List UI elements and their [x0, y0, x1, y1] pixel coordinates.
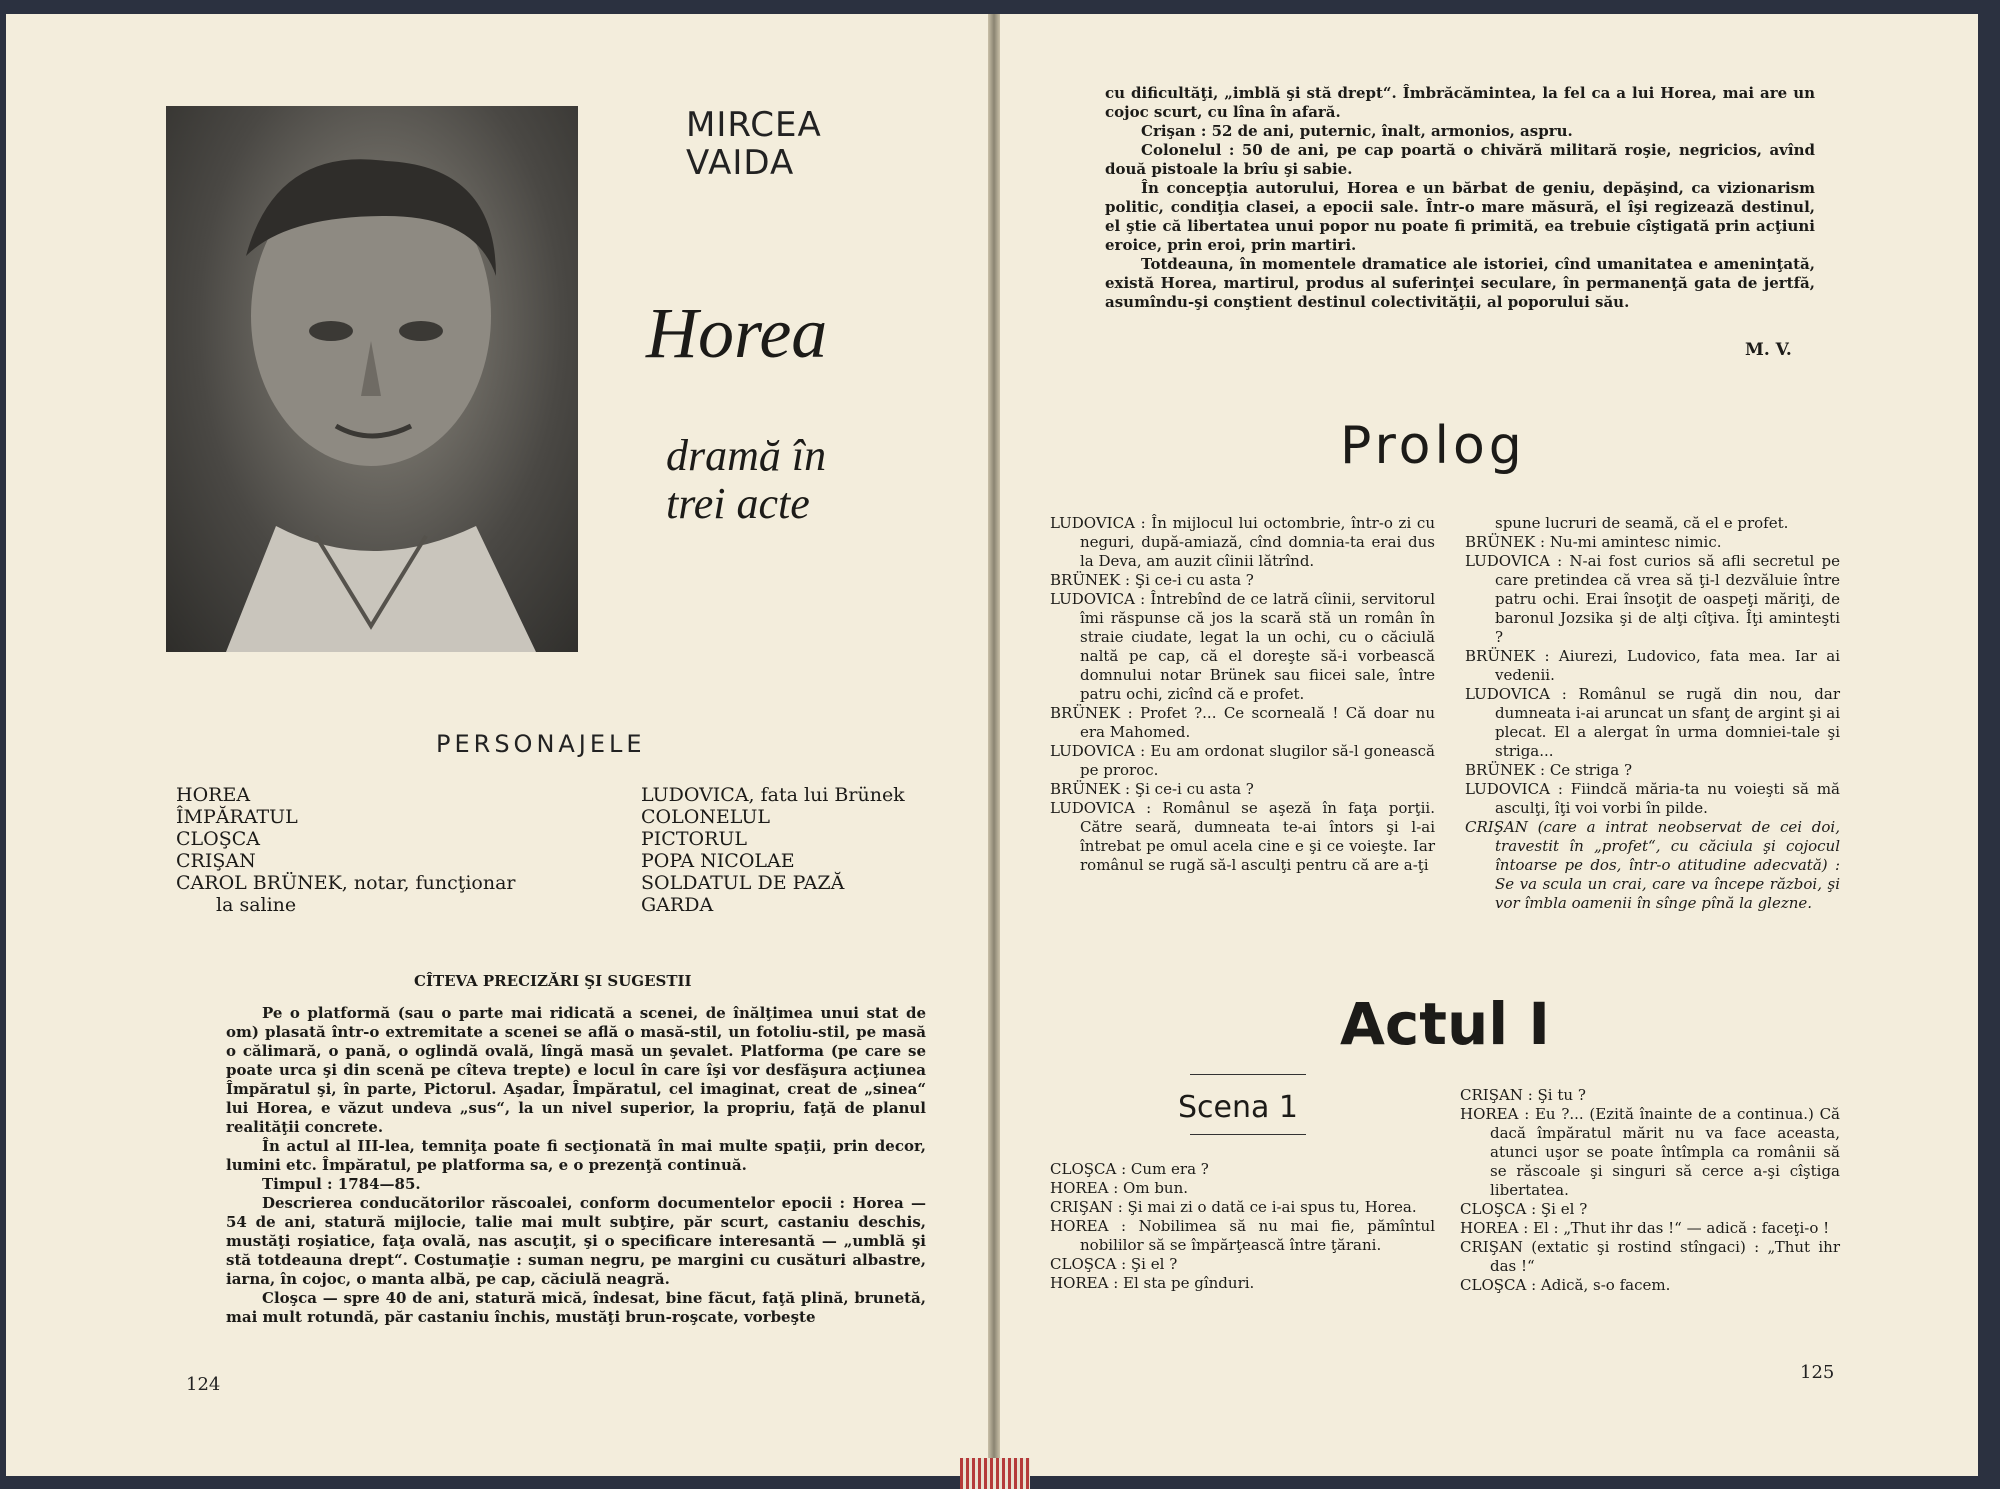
- scene-rule-top: [1190, 1074, 1306, 1075]
- dialogue-line: CRIŞAN : Şi mai zi o dată ce i-ai spus tu, Horea.: [1050, 1198, 1417, 1216]
- left-page: [6, 14, 988, 1476]
- intro-paragraph: Crişan : 52 de ani, puternic, înalt, armonios, aspru.: [1141, 122, 1573, 140]
- intro-paragraph: Colonelul : 50 de ani, pe cap poartă o chivără militară roşie, negricios, avînd două pistoale la brîu şi sabie.: [1105, 141, 1815, 178]
- dialogue-line: HOREA : Eu ?... (Ezită înainte de a continua.) Că dacă împăratul mărit nu va face aceasta, atunci uşor se poate întîmpla ca românii să se răscoale şi singuri să cerce a-şi cîştiga libertatea.: [1460, 1105, 1840, 1199]
- dialogue-line: LUDOVICA : Eu am ordonat slugilor să-l gonească pe proroc.: [1050, 742, 1435, 779]
- dialogue-line: CLOŞCA : Şi el ?: [1460, 1200, 1588, 1218]
- notes-heading: CÎTEVA PRECIZĂRI ŞI SUGESTII: [414, 972, 692, 990]
- book-gutter: [988, 14, 1000, 1476]
- bookmark-ribbon: [960, 1458, 1030, 1489]
- dialogue-line: BRÜNEK : Nu-mi amintesc nimic.: [1465, 533, 1722, 551]
- dialogue-line: CLOŞCA : Adică, s-o facem.: [1460, 1276, 1671, 1294]
- play-subtitle: dramă în trei acte: [666, 431, 827, 528]
- dialogue-line: CLOŞCA : Şi el ?: [1050, 1255, 1178, 1273]
- notes-paragraph: Cloşca — spre 40 de ani, statură mică, îndesat, bine făcut, faţă plină, brunetă, mai mult rotundă, păr castaniu închis, mustăţi brun-roşcate, vorbeşte: [226, 1289, 926, 1326]
- dialogue-line: LUDOVICA : Fiindcă măria-ta nu voieşti să mă asculţi, îţi voi vorbi în pilde.: [1465, 780, 1840, 817]
- author-signature: M. V.: [1745, 340, 1792, 360]
- author-portrait: [166, 106, 578, 652]
- dialogue-line: LUDOVICA : În mijlocul lui octombrie, într-o zi cu neguri, după-amiază, cînd domnia-ta erai dus la Deva, am auzit cîinii lătrînd.: [1050, 514, 1435, 570]
- scene-title: Scena 1: [1178, 1090, 1299, 1125]
- intro-paragraph: cu dificultăţi, „imblă şi stă drept“. Îmbrăcămintea, la fel ca a lui Horea, mai are un cojoc scurt, cu lîna în afară.: [1105, 84, 1815, 121]
- dialogue-line: LUDOVICA : Românul se aşeză în faţa porţii. Către seară, dumneata te-ai întors şi l-ai întrebat pe omul acela cine e şi ce voieşte. Iar românul se rugă să-l asculţi pentru că are a-ţi: [1050, 799, 1435, 874]
- character-item: la saline: [216, 894, 297, 916]
- character-item: HOREA: [176, 784, 251, 806]
- character-item: PICTORUL: [641, 828, 748, 850]
- page-number: 124: [186, 1374, 221, 1395]
- dialogue-line: CRIŞAN (extatic şi rostind stîngaci) : „Thut ihr das !“: [1460, 1238, 1840, 1275]
- characters-list-left: [176, 784, 516, 916]
- dialogue-line: HOREA : El : „Thut ihr das !“ — adică : faceţi-o !: [1460, 1219, 1830, 1237]
- dialogue-line: BRÜNEK : Profet ?... Ce scorneală ! Că doar nu era Mahomed.: [1050, 704, 1435, 741]
- prolog-column-1: [1050, 514, 1435, 875]
- character-item: GARDA: [641, 894, 714, 916]
- character-item: ÎMPĂRATUL: [176, 806, 298, 828]
- prolog-column-2: [1465, 514, 1840, 913]
- dialogue-line: CRIŞAN (care a intrat neobservat de cei doi, travestit în „profet“, cu căciula şi cojocul întoarse pe dos, într-o atitudine adecvată) : Se va scula un crai, care va începe război, şi vor îmbla oamenii în sînge pînă la glezne.: [1465, 818, 1840, 912]
- scene-column-1: [1050, 1160, 1435, 1293]
- dialogue-line: HOREA : Om bun.: [1050, 1179, 1189, 1197]
- notes-paragraph: În actul al III-lea, temniţa poate fi secţionată în mai multe spaţii, prin decor, lumini etc. Împăratul, pe platforma sa, e o prezenţă continuă.: [226, 1137, 926, 1174]
- character-item: COLONELUL: [641, 806, 771, 828]
- dialogue-line: HOREA : El sta pe gînduri.: [1050, 1274, 1255, 1292]
- dialogue-line: spune lucruri de seamă, că el e profet.: [1495, 514, 1789, 532]
- notes-body: [226, 1004, 926, 1327]
- play-title: Horea: [646, 293, 828, 373]
- dialogue-line: BRÜNEK : Aiurezi, Ludovico, fata mea. Iar ai vedenii.: [1465, 647, 1840, 684]
- notes-paragraph: Pe o platformă (sau o parte mai ridicată a scenei, de înălţimea unui stat de om) plasată într-o extremitate a scenei se află o masă-stil, un fotoliu-stil, pe masă o călimară, o pană, o oglindă ovală, lîngă masă un şevalet. Platforma (pe care se poate urca şi din scenă pe cîteva trepte) e locul în care îşi vor desfăşura acţiunea Împăratul şi, în parte, Pictorul. Aşadar, Împăratul, cel imaginat, creat de „sinea“ lui Horea, e văzut undeva „sus“, la un nivel superior, la propriu, faţă de planul realităţii concrete.: [226, 1004, 926, 1136]
- act-title: Actul I: [1340, 990, 1550, 1058]
- scene-column-2: [1460, 1086, 1840, 1295]
- characters-heading: PERSONAJELE: [436, 730, 646, 758]
- notes-paragraph: Timpul : 1784—85.: [262, 1175, 421, 1193]
- dialogue-line: CRIŞAN : Şi tu ?: [1460, 1086, 1586, 1104]
- prolog-title: Prolog: [1340, 416, 1526, 476]
- dialogue-line: BRÜNEK : Şi ce-i cu asta ?: [1050, 780, 1254, 798]
- author-name: MIRCEA VAIDA: [686, 105, 822, 183]
- dialogue-line: BRÜNEK : Ce striga ?: [1465, 761, 1632, 779]
- dialogue-line: BRÜNEK : Şi ce-i cu asta ?: [1050, 571, 1254, 589]
- right-page: [1000, 14, 1978, 1476]
- characters-list-right: [641, 784, 905, 916]
- character-item: CAROL BRÜNEK, notar, funcţionar: [176, 872, 516, 894]
- character-item: LUDOVICA, fata lui Brünek: [641, 784, 905, 806]
- scene-rule-bottom: [1190, 1134, 1306, 1135]
- dialogue-line: LUDOVICA : N-ai fost curios să afli secretul pe care pretindea că vrea să ţi-l dezvăluie între patru ochi. Erai însoţit de oaspeţi măriţi, de baronul Jozsika şi de alţi cîţiva. Îţi aminteşti ?: [1465, 552, 1840, 646]
- character-item: CLOŞCA: [176, 828, 261, 850]
- page-number: 125: [1800, 1362, 1835, 1383]
- dialogue-line: CLOŞCA : Cum era ?: [1050, 1160, 1209, 1178]
- character-item: SOLDATUL DE PAZĂ: [641, 872, 845, 894]
- intro-text: [1105, 84, 1815, 312]
- intro-paragraph: În concepţia autorului, Horea e un bărbat de geniu, depăşind, ca vizionarism politic, condiţia clasei, a epocii sale. Într-o mare măsură, el îşi regizează destinul, el ştie că libertatea unui popor nu poate fi primită, ea trebuie cîştigată prin acţiuni eroice, prin eroi, prin martiri.: [1105, 179, 1815, 254]
- dialogue-line: HOREA : Nobilimea să nu mai fie, pămîntul nobililor să se împărţească între ţărani.: [1050, 1217, 1435, 1254]
- dialogue-line: LUDOVICA : Românul se rugă din nou, dar dumneata i-ai aruncat un sfanţ de argint şi ai plecat. El a alergat în urma domniei-tale şi striga...: [1465, 685, 1840, 760]
- character-item: CRIŞAN: [176, 850, 256, 872]
- character-item: POPA NICOLAE: [641, 850, 795, 872]
- notes-paragraph: Descrierea conducătorilor răscoalei, conform documentelor epocii : Horea — 54 de ani, statură mijlocie, talie mai mult subţire, păr scurt, castaniu deschis, mustăţi roşiatice, faţa ovală, nas ascuţit, şi o specificare interesantă — „umblă şi stă totdeauna drept“. Costumaţie : suman negru, pe margini cu cusături albastre, iarna, în cojoc, o manta albă, pe cap, căciulă neagră.: [226, 1194, 926, 1288]
- intro-paragraph: Totdeauna, în momentele dramatice ale istoriei, cînd umanitatea e ameninţată, există Horea, martirul, produs al suferinţei seculare, în permanenţă gata de jertfă, asumîndu-şi conştient destinul colectivităţii, al poporului său.: [1105, 255, 1815, 311]
- dialogue-line: LUDOVICA : Întrebînd de ce latră cîinii, servitorul îmi răspunse că jos la scară stă un român în straie ciudate, legat la un ochi, cu o căciulă naltă pe cap, că el doreşte să-i vorbească domnului notar Brünek sau fiicei sale, între patru ochi, zicînd că e profet.: [1050, 590, 1435, 703]
